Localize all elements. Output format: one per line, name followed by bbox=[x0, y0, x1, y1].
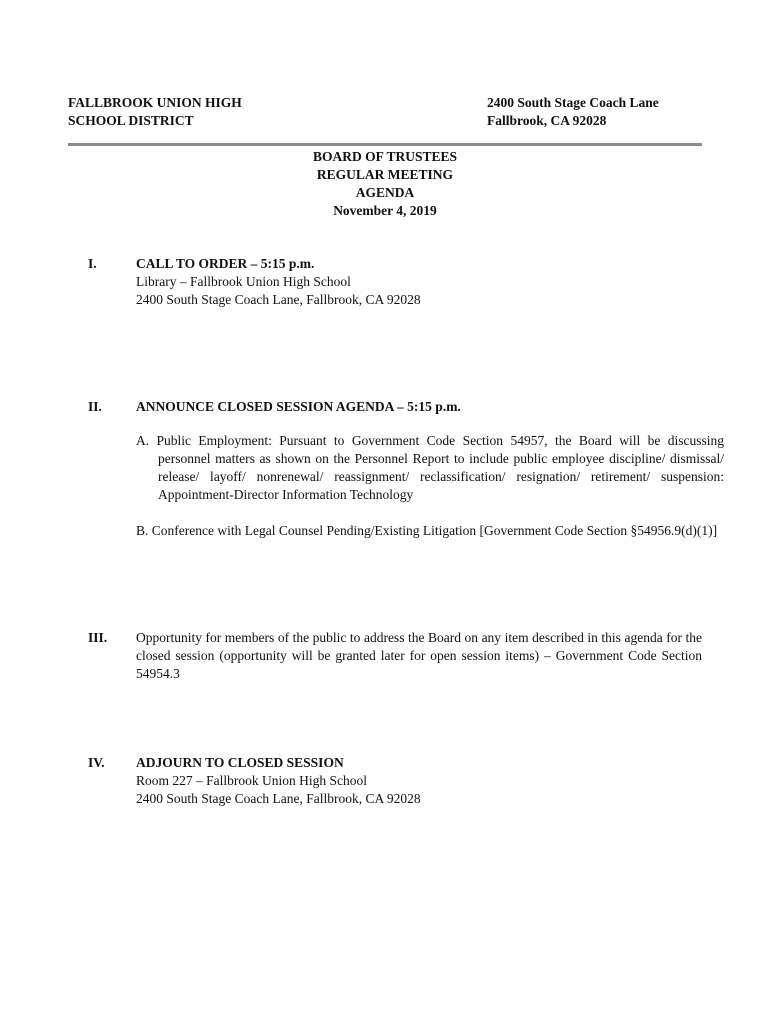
section-4-number: IV. bbox=[88, 755, 105, 770]
title-board: BOARD OF TRUSTEES bbox=[312, 149, 458, 164]
item-a-text: Public Employment: Pursuant to Government Code Section 54957, the Board will be discussing personnel matters as shown on the Personnel Report to include public employee discipline/ dismissal/ release/ layoff/ nonrenewal/ reassignment/ reclassification/ resignation/ retirement/ suspension: Appointment-Director Information Technology bbox=[156, 433, 724, 502]
district-name-line2: SCHOOL DISTRICT bbox=[68, 113, 194, 128]
item-a-label: A. bbox=[136, 433, 150, 448]
section-2-heading: ANNOUNCE CLOSED SESSION AGENDA – 5:15 p.m. bbox=[136, 399, 461, 414]
section-1-location: Library – Fallbrook Union High School bbox=[136, 274, 351, 289]
agenda-title bbox=[68, 148, 702, 220]
item-b-label: B. bbox=[136, 523, 149, 538]
section-4-location: Room 227 – Fallbrook Union High School bbox=[136, 773, 368, 788]
title-agenda: AGENDA bbox=[355, 185, 415, 200]
header-divider bbox=[68, 143, 702, 146]
item-b-text: Conference with Legal Counsel Pending/Existing Litigation [Government Code Section §54956.9(d)(1)] bbox=[151, 523, 718, 538]
section-2-item-b bbox=[136, 522, 724, 540]
section-1-heading: CALL TO ORDER – 5:15 p.m. bbox=[136, 256, 315, 271]
title-meeting-type: REGULAR MEETING bbox=[316, 167, 454, 182]
section-2-item-a bbox=[136, 432, 724, 504]
section-3-number: III. bbox=[88, 630, 108, 645]
address-line1: 2400 South Stage Coach Lane bbox=[487, 95, 659, 110]
section-1 bbox=[136, 255, 702, 309]
address-line2: Fallbrook, CA 92028 bbox=[487, 113, 607, 128]
section-3-text: Opportunity for members of the public to address the Board on any item described in this agenda for the closed session (opportunity will be granted later for open session items) – Government Code Section 54954.3 bbox=[136, 630, 702, 681]
section-1-number: I. bbox=[88, 256, 97, 271]
district-address bbox=[487, 94, 659, 130]
district-name-line1: FALLBROOK UNION HIGH bbox=[68, 95, 242, 110]
district-name bbox=[68, 94, 242, 130]
section-4 bbox=[136, 754, 702, 808]
title-date: November 4, 2019 bbox=[333, 203, 437, 218]
section-4-address: 2400 South Stage Coach Lane, Fallbrook, CA 92028 bbox=[136, 791, 421, 806]
section-2-number: II. bbox=[88, 399, 102, 414]
section-4-heading: ADJOURN TO CLOSED SESSION bbox=[136, 755, 344, 770]
section-1-address: 2400 South Stage Coach Lane, Fallbrook, CA 92028 bbox=[136, 292, 421, 307]
